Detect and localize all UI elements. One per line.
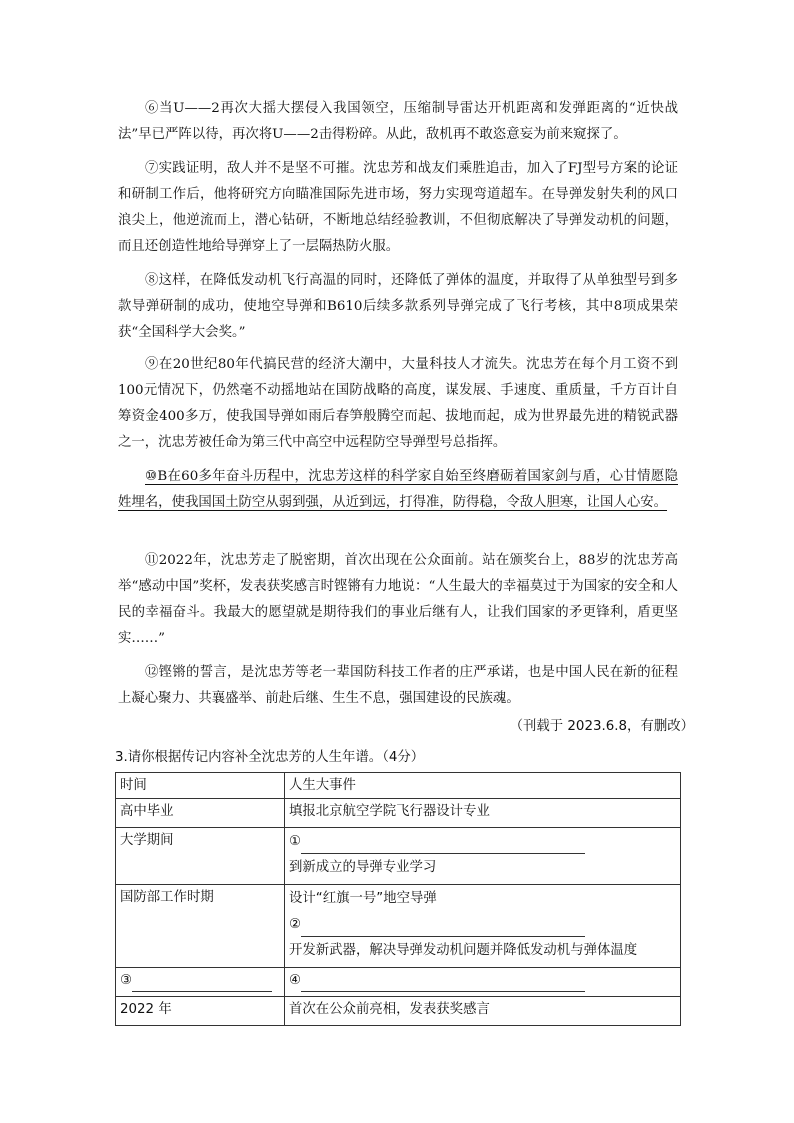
time-line-blank <box>120 970 280 994</box>
event-line: 设计“红旗一号”地空导弹 <box>289 891 437 906</box>
row-events <box>285 828 681 885</box>
chronology-table <box>115 772 681 1026</box>
event-line-blank-2 <box>289 913 676 939</box>
event-line: 开发新武器，解决导弹发动机问题并降低发动机与弹体温度 <box>289 943 638 958</box>
paragraph-8: ⑧这样，在降低发动机飞行高温的同时，还降低了弹体的温度，并取得了从单独型号到多款导弹研制的成功，使地空导弹和B610后续多款系列导弹完成了飞行考核，其中8项成果荣获“全国科学大会奖。” <box>118 273 678 340</box>
paragraph-7: ⑦实践证明，敌人并不是坚不可摧。沈忠芳和战友们乘胜追击，加入了FJ型号方案的论证和研制工作后，他将研究方向瞄准国际先进市场，努力实现弯道超车。在导弹发射失利的风口浪尖上，他逆流而上，潜心钻研，不断地总结经验教训，不但彻底解决了导弹发动机的问题，而且还创造性地给导弹穿上了一层隔热防火服。 <box>118 161 678 254</box>
answer-blank[interactable] <box>132 975 272 992</box>
blank-marker: ② <box>289 917 302 932</box>
event-line: 到新成立的导弹专业学习 <box>289 860 437 875</box>
source-citation: （刊载于 2023.6.8，有删改） <box>509 719 694 734</box>
blank-marker: ③ <box>120 973 133 988</box>
row-events <box>285 968 681 997</box>
paragraph-12: ⑫铿锵的誓言，是沈忠芳等老一辈国防科技工作者的庄严承诺，也是中国人民在新的征程上凝心聚力、共襄盛举、前赴后继、生生不息，强国建设的民族魂。 <box>118 665 678 706</box>
answer-blank[interactable] <box>301 920 585 937</box>
header-events: 人生大事件 <box>285 773 681 799</box>
row-events <box>285 997 681 1026</box>
table-header-row <box>116 773 681 799</box>
paragraph-10-underlined: ⑩B在60多年奋斗历程中，沈忠芳这样的科学家自始至终磨砺着国家剑与盾，心甘情愿隐姓埋名，使我国国土防空从弱到强，从近到远，打得准，防得稳，令敌人胆寒，让国人心安。 <box>118 469 678 510</box>
row-events <box>285 885 681 968</box>
event-line: 填报北京航空学院飞行器设计专业 <box>289 804 490 819</box>
paragraph-6: ⑥当U——2再次大摇大摆侵入我国领空，压缩制导雷达开机距离和发弹距离的“近快战法”早已严阵以待，再次将U——2击得粉碎。从此，敌机再不敢恣意妄为前来窥探了。 <box>118 101 678 142</box>
blank-marker: ④ <box>289 973 302 988</box>
paragraph-9: ⑨在20世纪80年代搞民营的经济大潮中，大量科技人才流失。沈忠芳在每个月工资不到100元情况下，仍然毫不动摇地站在国防战略的高度，谋发展、手速度、重质量，千方百计自筹资金400多万，使我国导弹如雨后春笋般腾空而起、拔地而起，成为世界最先进的精锐武器之一，沈忠芳被任命为第三代中高空中远程防空导弹型号总指挥。 <box>118 357 678 450</box>
row-time: 国防部工作时期 <box>116 885 285 968</box>
row-time: 高中毕业 <box>116 799 285 828</box>
table-row <box>116 997 681 1026</box>
event-line-blank-4 <box>289 970 676 994</box>
table-row <box>116 828 681 885</box>
event-line-blank-1 <box>289 830 676 856</box>
table-row <box>116 799 681 828</box>
answer-blank[interactable] <box>301 975 585 992</box>
row-time: 2022 年 <box>116 997 285 1026</box>
table-row <box>116 968 681 997</box>
row-time-blank-3 <box>116 968 285 997</box>
blank-marker: ① <box>289 834 302 849</box>
event-line: 首次在公众前亮相，发表获奖感言 <box>289 1002 490 1017</box>
row-time: 大学期间 <box>116 828 285 885</box>
header-time: 时间 <box>116 773 285 799</box>
answer-blank[interactable] <box>301 837 585 854</box>
paragraph-11: ⑪2022年，沈忠芳走了脱密期，首次出现在公众面前。站在颁奖台上，88岁的沈忠芳高举“感动中国”奖杯，发表获奖感言时铿锵有力地说：“人生最大的幸福莫过于为国家的安全和人民的幸福奋斗。我最大的愿望就是期待我们的事业后继有人，让我们国家的矛更锋利，盾更坚实……” <box>118 553 678 646</box>
question-3: 3.请你根据传记内容补全沈忠芳的人生年谱。（4分） <box>115 750 425 765</box>
table-row <box>116 885 681 968</box>
row-events <box>285 799 681 828</box>
